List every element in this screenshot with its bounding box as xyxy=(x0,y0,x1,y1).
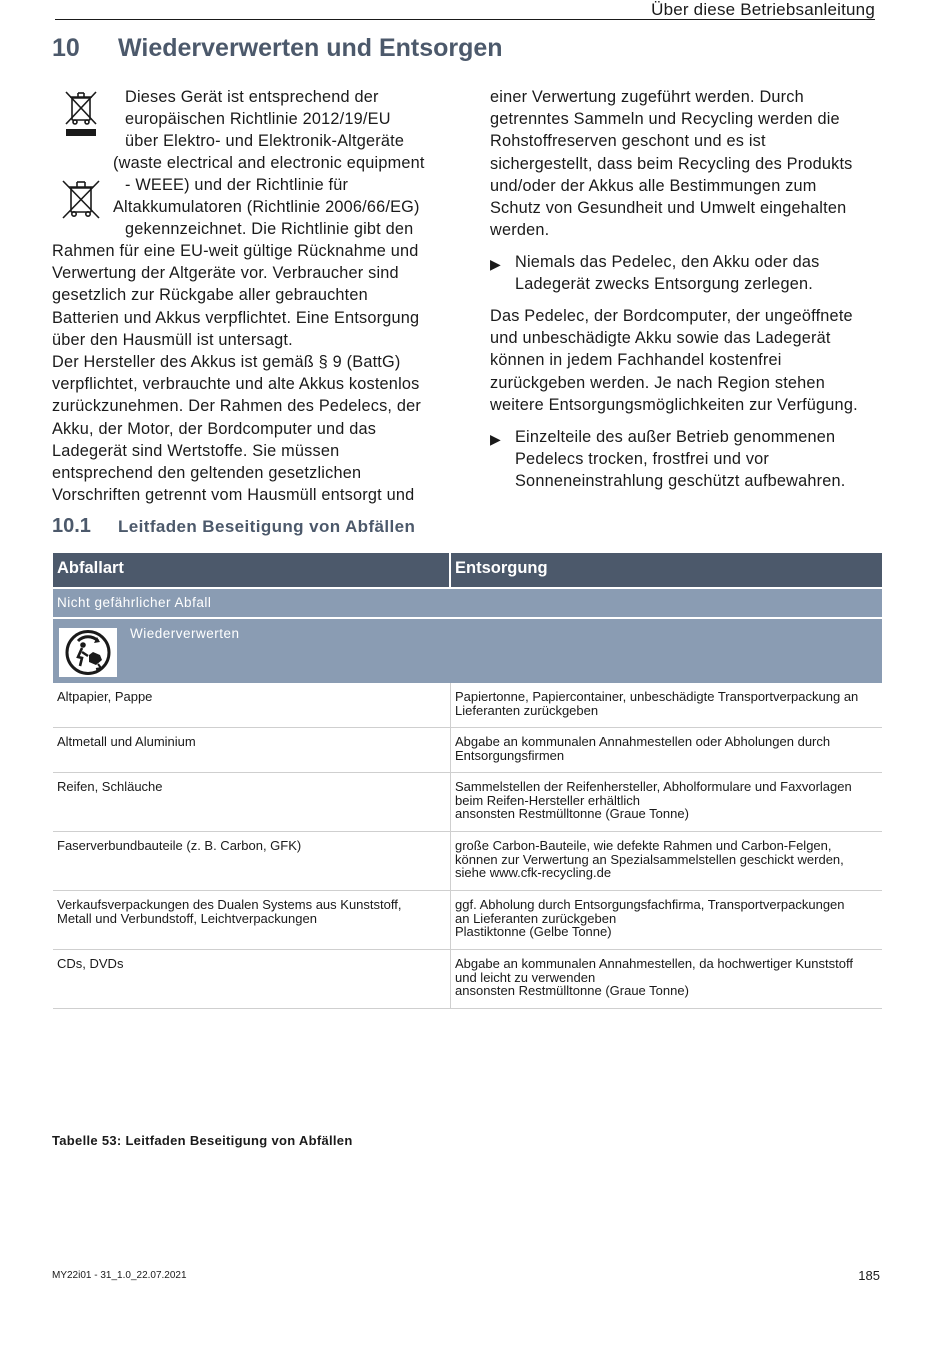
waste-type-cell: Faserverbundbauteile (z. B. Carbon, GFK) xyxy=(53,832,451,890)
subsection-number: 10.1 xyxy=(52,515,91,537)
weee-paragraph-indent xyxy=(125,86,455,153)
disposal-cell xyxy=(451,832,882,890)
disposal-cell xyxy=(451,891,882,949)
section-title: Wiederverwerten und Entsorgen xyxy=(118,34,503,62)
table-row xyxy=(53,683,882,728)
recycling-paragraph xyxy=(490,86,890,241)
cell-line: Abgabe an kommunalen Annahmestellen, da hochwertiger Kunststoff xyxy=(455,956,853,971)
cell-line: können zur Verwertung an Spezialsammelstellen geschickt werden, xyxy=(455,851,844,867)
text-line: Akku, der Motor, der Bordcomputer und das xyxy=(52,419,377,438)
text-line: Das Pedelec, der Bordcomputer, der ungeöffnete xyxy=(490,307,853,325)
text-line: zurückzunehmen. Der Rahmen des Pedelecs, der xyxy=(52,397,421,416)
column-header: Abfallart xyxy=(53,553,451,587)
cell-line: siehe www.cfk-recycling.de xyxy=(455,865,612,880)
text-line: entsprechend den geltenden gesetzlichen xyxy=(52,464,362,483)
waste-type-cell: Altmetall und Aluminium xyxy=(53,728,451,772)
disposal-cell xyxy=(451,683,882,727)
subcategory-row xyxy=(53,617,882,683)
disposal-cell xyxy=(451,950,882,1008)
text-line: europäischen Richtlinie 2012/19/EU xyxy=(125,110,391,129)
cell-line: große Carbon-Bauteile, wie defekte Rahmen und Carbon-Felgen, xyxy=(455,838,832,853)
weee-paragraph-indent2 xyxy=(113,174,465,241)
weee-bin-icon xyxy=(58,176,104,222)
cell-line: Papiertonne, Papiercontainer, unbeschädigte Transportverpackung an xyxy=(455,689,859,704)
text-line: getrenntes Sammeln und Recycling werden die xyxy=(490,110,840,129)
text-line: Ladegerät zwecks Entsorgung zerlegen. xyxy=(515,275,813,294)
cell-line: Lieferanten zurückgeben xyxy=(455,702,599,718)
text-line: Niemals das Pedelec, den Akku oder das xyxy=(515,253,820,271)
disposal-cell xyxy=(451,728,882,772)
text-line: zurückgeben werden. Je nach Region stehen xyxy=(490,373,825,392)
bullet-arrow-icon: ▶ xyxy=(490,256,501,272)
text-line: werden. xyxy=(490,221,550,240)
cell-line: Sammelstellen der Reifenhersteller, Abholformulare und Faxvorlagen xyxy=(455,779,852,794)
waste-type-cell: CDs, DVDs xyxy=(53,950,451,1008)
cell-line: beim Reifen-Hersteller erhältlich xyxy=(455,792,640,808)
text-line: Schutz von Gesundheit und Umwelt eingehalten xyxy=(490,199,847,218)
text-line: (waste electrical and electronic equipment xyxy=(113,154,425,172)
text-line: Batterien und Akkus verpflichtet. Eine Entsorgung xyxy=(52,308,420,327)
table-row xyxy=(53,832,882,891)
text-line: über den Hausmüll ist untersagt. xyxy=(52,330,293,349)
text-line: Dieses Gerät ist entsprechend der xyxy=(125,88,379,106)
text-line: gekennzeichnet. Die Richtlinie gibt den xyxy=(125,220,414,239)
instruction-bullet xyxy=(490,426,890,493)
text-line: Ladegerät sind Wertstoffe. Sie müssen xyxy=(52,441,340,460)
table-row xyxy=(53,950,882,1009)
text-line: gesetzlich zur Rückgabe aller gebrauchten xyxy=(52,286,368,305)
cell-line: ansonsten Restmülltonne (Graue Tonne) xyxy=(455,806,689,821)
text-line: Altakkumulatoren (Richtlinie 2006/66/EG) xyxy=(113,198,420,217)
running-header: Über diese Betriebsanleitung xyxy=(651,0,875,19)
document-id: MY22i01 - 31_1.0_22.07.2021 xyxy=(52,1270,187,1281)
text-line: Pedelecs trocken, frostfrei und vor xyxy=(515,450,770,469)
text-line: Verwertung der Altgeräte vor. Verbraucher sind xyxy=(52,264,399,283)
column-header: Entsorgung xyxy=(455,559,548,577)
category-row: Nicht gefährlicher Abfall xyxy=(53,587,882,617)
disposal-cell xyxy=(451,773,882,831)
text-line: über Elektro- und Elektronik-Altgeräte xyxy=(125,132,405,151)
text-line: Rahmen für eine EU-weit gültige Rücknahme und xyxy=(52,242,419,260)
cell-line: ansonsten Restmülltonne (Graue Tonne) xyxy=(455,983,689,998)
return-paragraph xyxy=(490,305,890,416)
cell-line: Plastiktonne (Gelbe Tonne) xyxy=(455,924,612,939)
cell-line: Abgabe an kommunalen Annahmestellen oder Abholungen durch xyxy=(455,734,831,749)
table-row xyxy=(53,891,882,950)
table-header-row xyxy=(53,553,882,587)
section-number: 10 xyxy=(52,34,80,62)
text-line: weitere Entsorgungsmöglichkeiten zur Verfügung. xyxy=(490,395,858,414)
cell-line: Entsorgungsfirmen xyxy=(455,747,565,763)
text-line: Einzelteile des außer Betrieb genommenen xyxy=(515,428,836,446)
text-line: sichergestellt, dass beim Recycling des Produkts xyxy=(490,154,853,173)
text-line: einer Verwertung zugeführt werden. Durch xyxy=(490,88,804,106)
waste-disposal-table xyxy=(53,553,882,1009)
waste-type-cell: Altpapier, Pappe xyxy=(53,683,451,727)
text-line: Rohstoffreserven geschont und es ist xyxy=(490,132,766,151)
cell-line: an Lieferanten zurückgeben xyxy=(455,910,617,926)
table-caption: Tabelle 53: Leitfaden Beseitigung von Abfällen xyxy=(52,1133,353,1148)
waste-type-cell: Verkaufsverpackungen des Dualen Systems aus Kunststoff, Metall und Verbundstoff, Leichtverpackungen xyxy=(53,891,451,949)
instruction-bullet xyxy=(490,251,890,295)
waste-type-cell: Reifen, Schläuche xyxy=(53,773,451,831)
cell-line: ggf. Abholung durch Entsorgungsfachfirma, Transportverpackungen xyxy=(455,897,845,912)
cell-line: und leicht zu verwenden xyxy=(455,969,596,985)
text-line: und unbeschädigte Akku sowie das Ladegerät xyxy=(490,329,831,348)
text-line: Vorschriften getrennt vom Hausmüll entsorgt und xyxy=(52,486,415,505)
recycle-icon xyxy=(59,628,117,677)
text-line: Der Hersteller des Akkus ist gemäß § 9 (BattG) xyxy=(52,353,401,372)
weee-paragraph-full xyxy=(52,240,452,506)
text-line: Sonneneinstrahlung geschützt aufbewahren. xyxy=(515,472,846,491)
text-line: - WEEE) und der Richtlinie für xyxy=(125,176,349,194)
weee-paragraph-line xyxy=(113,152,453,174)
subsection-title: Leitfaden Beseitigung von Abfällen xyxy=(118,517,416,536)
subcategory-label: Wiederverwerten xyxy=(130,626,240,641)
text-line: und/oder der Akkus alle Bestimmungen zum xyxy=(490,176,817,195)
bullet-arrow-icon: ▶ xyxy=(490,431,501,447)
weee-bin-bar-icon xyxy=(62,88,102,140)
header-rule xyxy=(55,19,875,20)
table-row xyxy=(53,773,882,832)
table-row xyxy=(53,728,882,773)
page-number: 185 xyxy=(858,1268,880,1283)
text-line: können in jedem Fachhandel kostenfrei xyxy=(490,351,782,370)
text-line: verpflichtet, verbrauchte und alte Akkus kostenlos xyxy=(52,375,420,394)
